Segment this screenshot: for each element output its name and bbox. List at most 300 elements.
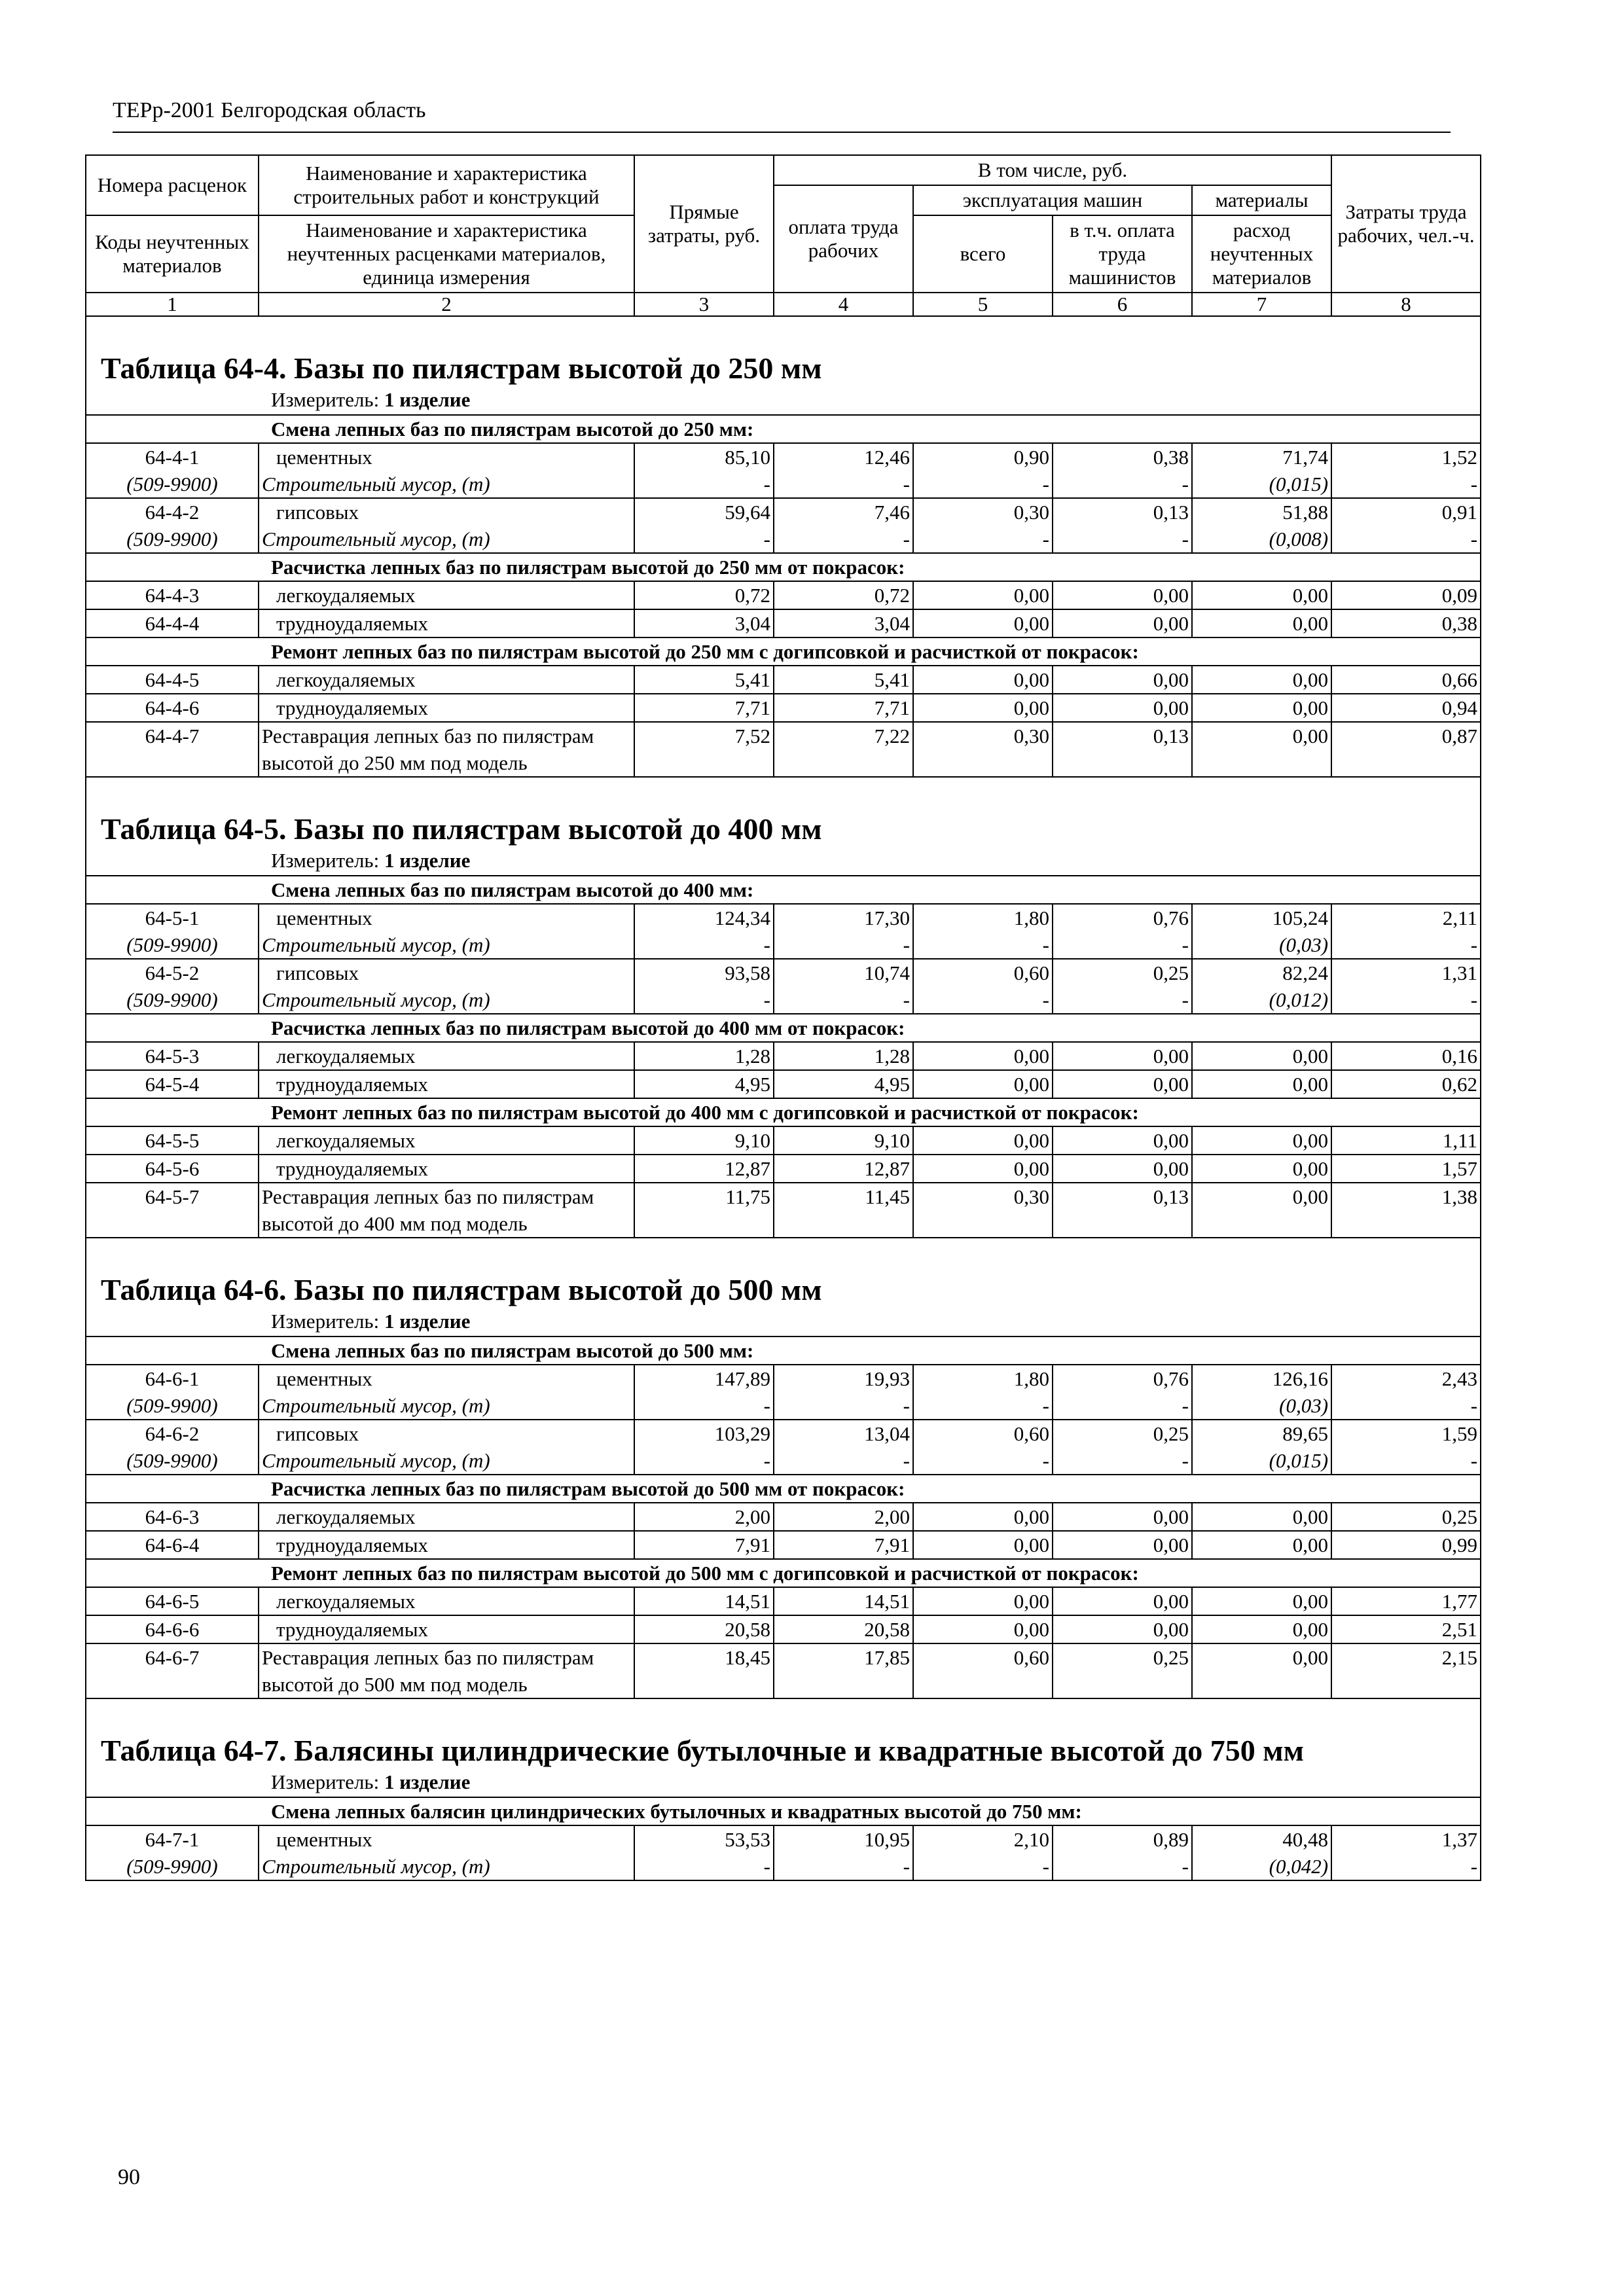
head-rate-numbers: Номера расценок	[86, 155, 259, 215]
head-material-codes: Коды неучтенных материалов	[86, 215, 259, 293]
rate-value: 89,65	[1192, 1420, 1331, 1447]
rate-code: 64-5-4	[86, 1070, 259, 1098]
material-row	[86, 526, 1481, 553]
rate-value: 0,00	[1053, 1042, 1192, 1070]
rate-value: 124,34	[634, 904, 774, 931]
rate-name: гипсовых	[259, 1420, 634, 1447]
rate-name: цементных	[259, 1825, 634, 1853]
rate-name: цементных	[259, 443, 634, 471]
material-value: -	[1053, 986, 1192, 1014]
rate-value: 0,25	[1053, 1643, 1192, 1698]
measure-label: Измеритель:	[271, 1310, 380, 1333]
material-name: Строительный мусор, (т)	[259, 526, 634, 553]
rate-value: 0,00	[1053, 1155, 1192, 1183]
material-value: -	[774, 1447, 913, 1475]
rate-value: 3,04	[774, 609, 913, 637]
rate-code: 64-6-5	[86, 1587, 259, 1615]
rate-value: 0,00	[913, 609, 1053, 637]
measure-cell	[86, 1307, 1481, 1336]
material-name: Строительный мусор, (т)	[259, 986, 634, 1014]
column-numbers-row	[86, 293, 1481, 316]
material-value: -	[1331, 931, 1481, 959]
rate-value: 0,00	[1192, 1531, 1331, 1559]
rate-value: 10,74	[774, 959, 913, 986]
material-value: -	[1331, 1447, 1481, 1475]
rate-row	[86, 1825, 1481, 1853]
head-materials: материалы	[1192, 185, 1331, 215]
rate-code: 64-5-7	[86, 1183, 259, 1238]
rate-value: 0,00	[1053, 1070, 1192, 1098]
material-value: -	[1053, 1853, 1192, 1880]
rate-value: 0,00	[1192, 581, 1331, 609]
column-number: 3	[634, 293, 774, 316]
rate-value: 11,45	[774, 1183, 913, 1238]
material-value: -	[634, 526, 774, 553]
header-rule	[113, 132, 1451, 133]
rate-value: 7,46	[774, 498, 913, 526]
rate-value: 7,71	[774, 694, 913, 722]
material-value: -	[913, 1392, 1053, 1420]
rate-name: Реставрация лепных баз по пилястрам высотой до 250 мм под модель	[259, 722, 634, 777]
measure-unit: 1 изделие	[384, 849, 471, 872]
rate-row	[86, 1365, 1481, 1392]
rate-value: 0,72	[774, 581, 913, 609]
rate-value: 126,16	[1192, 1365, 1331, 1392]
material-code: (509-9900)	[86, 986, 259, 1014]
rate-row	[86, 666, 1481, 694]
section-heading-row	[86, 553, 1481, 581]
rate-code: 64-4-7	[86, 722, 259, 777]
rate-code: 64-4-4	[86, 609, 259, 637]
material-name: Строительный мусор, (т)	[259, 931, 634, 959]
rate-value: 1,52	[1331, 443, 1481, 471]
rate-value: 0,87	[1331, 722, 1481, 777]
rate-value: 0,25	[1053, 959, 1192, 986]
rate-name: трудноудаляемых	[259, 1155, 634, 1183]
table-title-cell	[86, 777, 1481, 846]
section-heading: Расчистка лепных баз по пилястрам высотой до 250 мм от покрасок:	[86, 553, 1481, 581]
rate-value: 12,46	[774, 443, 913, 471]
rate-value: 0,09	[1331, 581, 1481, 609]
rate-value: 2,00	[634, 1503, 774, 1531]
rate-row	[86, 1183, 1481, 1238]
rate-value: 0,00	[913, 1615, 1053, 1643]
rate-code: 64-5-6	[86, 1155, 259, 1183]
head-machine-operation: эксплуатация машин	[913, 185, 1192, 215]
rate-value: 1,80	[913, 904, 1053, 931]
rate-value: 59,64	[634, 498, 774, 526]
material-name: Строительный мусор, (т)	[259, 1853, 634, 1880]
rate-value: 1,57	[1331, 1155, 1481, 1183]
rate-value: 20,58	[774, 1615, 913, 1643]
rate-value: 0,00	[1053, 694, 1192, 722]
head-labor-costs: Затраты труда рабочих, чел.-ч.	[1331, 155, 1481, 293]
material-row	[86, 1392, 1481, 1420]
measure-row	[86, 1307, 1481, 1336]
material-value: -	[1331, 986, 1481, 1014]
material-value: -	[634, 986, 774, 1014]
rate-value: 0,72	[634, 581, 774, 609]
rate-value: 2,15	[1331, 1643, 1481, 1698]
rate-value: 9,10	[774, 1126, 913, 1155]
head-direct-costs: Прямые затраты, руб.	[634, 155, 774, 293]
rate-value: 0,00	[913, 581, 1053, 609]
material-value: -	[913, 1853, 1053, 1880]
head-material-names: Наименование и характеристика неучтенных расценками материалов, единица измерения	[259, 215, 634, 293]
table-title-cell	[86, 316, 1481, 386]
rate-value: 0,00	[913, 1531, 1053, 1559]
rate-value: 0,76	[1053, 904, 1192, 931]
rate-value: 1,28	[774, 1042, 913, 1070]
rate-row	[86, 1643, 1481, 1698]
rate-value: 0,00	[1192, 1503, 1331, 1531]
rate-value: 0,38	[1331, 609, 1481, 637]
rate-code: 64-4-1	[86, 443, 259, 471]
material-value: (0,03)	[1192, 1392, 1331, 1420]
material-row	[86, 1447, 1481, 1475]
rate-value: 71,74	[1192, 443, 1331, 471]
material-value: -	[913, 931, 1053, 959]
material-value: -	[1331, 1392, 1481, 1420]
rate-value: 0,00	[913, 1042, 1053, 1070]
rate-code: 64-6-1	[86, 1365, 259, 1392]
material-name: Строительный мусор, (т)	[259, 471, 634, 498]
rate-value: 0,00	[1053, 609, 1192, 637]
rate-code: 64-6-3	[86, 1503, 259, 1531]
rate-value: 85,10	[634, 443, 774, 471]
rate-name: легкоудаляемых	[259, 1503, 634, 1531]
section-heading: Смена лепных баз по пилястрам высотой до 250 мм:	[86, 415, 1481, 443]
measure-cell	[86, 386, 1481, 415]
rate-value: 0,00	[1192, 666, 1331, 694]
section-heading-row	[86, 1475, 1481, 1503]
rate-name: трудноудаляемых	[259, 1070, 634, 1098]
rate-value: 2,00	[774, 1503, 913, 1531]
rate-value: 4,95	[634, 1070, 774, 1098]
rate-value: 0,13	[1053, 722, 1192, 777]
rate-row	[86, 498, 1481, 526]
rate-row	[86, 904, 1481, 931]
rate-value: 0,60	[913, 959, 1053, 986]
rate-value: 7,52	[634, 722, 774, 777]
rate-value: 0,66	[1331, 666, 1481, 694]
rate-code: 64-5-1	[86, 904, 259, 931]
rate-value: 0,00	[1192, 1643, 1331, 1698]
material-name: Строительный мусор, (т)	[259, 1447, 634, 1475]
rate-code: 64-4-6	[86, 694, 259, 722]
rate-value: 105,24	[1192, 904, 1331, 931]
rate-value: 12,87	[634, 1155, 774, 1183]
rate-value: 0,00	[1192, 722, 1331, 777]
rate-name: трудноудаляемых	[259, 1615, 634, 1643]
measure-unit: 1 изделие	[384, 388, 471, 411]
section-heading-row	[86, 637, 1481, 666]
rate-code: 64-6-4	[86, 1531, 259, 1559]
rate-value: 0,00	[913, 694, 1053, 722]
material-code: (509-9900)	[86, 471, 259, 498]
rate-value: 0,91	[1331, 498, 1481, 526]
rate-value: 1,77	[1331, 1587, 1481, 1615]
material-value: -	[634, 471, 774, 498]
rate-value: 0,30	[913, 722, 1053, 777]
column-number: 4	[774, 293, 913, 316]
rate-value: 0,00	[1053, 1615, 1192, 1643]
material-value: -	[1053, 931, 1192, 959]
rate-name: Реставрация лепных баз по пилястрам высотой до 400 мм под модель	[259, 1183, 634, 1238]
rate-value: 0,00	[1192, 1070, 1331, 1098]
material-value: -	[774, 986, 913, 1014]
rate-value: 0,38	[1053, 443, 1192, 471]
rate-value: 17,85	[774, 1643, 913, 1698]
rate-value: 2,51	[1331, 1615, 1481, 1643]
rate-value: 2,11	[1331, 904, 1481, 931]
rate-row	[86, 722, 1481, 777]
measure-label: Измеритель:	[271, 388, 380, 411]
rate-value: 0,90	[913, 443, 1053, 471]
material-code: (509-9900)	[86, 1392, 259, 1420]
material-value: -	[774, 1853, 913, 1880]
material-value: (0,042)	[1192, 1853, 1331, 1880]
rate-value: 0,00	[1192, 1155, 1331, 1183]
rate-name: Реставрация лепных баз по пилястрам высотой до 500 мм под модель	[259, 1643, 634, 1698]
rate-value: 0,00	[1192, 1042, 1331, 1070]
rate-row	[86, 609, 1481, 637]
table-title-row	[86, 316, 1481, 386]
rate-name: легкоудаляемых	[259, 1587, 634, 1615]
table-title-row	[86, 777, 1481, 846]
rate-row	[86, 443, 1481, 471]
rate-value: 0,13	[1053, 498, 1192, 526]
material-row	[86, 471, 1481, 498]
rate-value: 0,00	[1192, 694, 1331, 722]
rate-row	[86, 959, 1481, 986]
section-heading-row	[86, 1797, 1481, 1825]
material-value: -	[634, 931, 774, 959]
rate-value: 1,80	[913, 1365, 1053, 1392]
measure-row	[86, 1768, 1481, 1797]
rate-name: цементных	[259, 904, 634, 931]
column-number: 1	[86, 293, 259, 316]
material-value: -	[1331, 1853, 1481, 1880]
rate-value: 0,30	[913, 498, 1053, 526]
rate-name: гипсовых	[259, 498, 634, 526]
material-row	[86, 986, 1481, 1014]
material-value: -	[1053, 1392, 1192, 1420]
material-value: -	[634, 1447, 774, 1475]
material-value: -	[634, 1853, 774, 1880]
rate-value: 1,28	[634, 1042, 774, 1070]
material-value: -	[1331, 471, 1481, 498]
rate-row	[86, 1615, 1481, 1643]
rate-name: трудноудаляемых	[259, 609, 634, 637]
rate-code: 64-4-3	[86, 581, 259, 609]
rate-name: гипсовых	[259, 959, 634, 986]
running-header: ТЕРр-2001 Белгородская область	[113, 98, 426, 122]
rate-name: трудноудаляемых	[259, 694, 634, 722]
rate-code: 64-5-3	[86, 1042, 259, 1070]
rate-value: 0,25	[1331, 1503, 1481, 1531]
rate-value: 10,95	[774, 1825, 913, 1853]
rate-code: 64-6-2	[86, 1420, 259, 1447]
section-heading-row	[86, 1098, 1481, 1126]
material-value: -	[774, 471, 913, 498]
section-heading: Расчистка лепных баз по пилястрам высотой до 500 мм от покрасок:	[86, 1475, 1481, 1503]
rate-name: легкоудаляемых	[259, 1126, 634, 1155]
rate-row	[86, 1531, 1481, 1559]
rate-value: 2,43	[1331, 1365, 1481, 1392]
rates-sheet	[85, 154, 1480, 1881]
rate-value: 0,00	[1192, 1183, 1331, 1238]
material-value: (0,008)	[1192, 526, 1331, 553]
rate-value: 0,00	[1192, 1615, 1331, 1643]
table-body	[86, 316, 1481, 1880]
material-value: -	[913, 986, 1053, 1014]
measure-cell	[86, 846, 1481, 876]
measure-unit: 1 изделие	[384, 1310, 471, 1333]
measure-cell	[86, 1768, 1481, 1797]
material-value: -	[774, 1392, 913, 1420]
table-title: Таблица 64-6. Базы по пилястрам высотой до 500 мм	[101, 1273, 822, 1306]
material-name: Строительный мусор, (т)	[259, 1392, 634, 1420]
rate-value: 5,41	[634, 666, 774, 694]
rate-value: 18,45	[634, 1643, 774, 1698]
material-row	[86, 931, 1481, 959]
section-heading-row	[86, 1014, 1481, 1042]
section-heading: Ремонт лепных баз по пилястрам высотой до 400 мм с догипсовкой и расчисткой от покрасок:	[86, 1098, 1481, 1126]
material-value: (0,015)	[1192, 471, 1331, 498]
rate-value: 14,51	[774, 1587, 913, 1615]
rate-value: 40,48	[1192, 1825, 1331, 1853]
rates-table	[85, 154, 1481, 1881]
rate-row	[86, 1503, 1481, 1531]
rate-row	[86, 694, 1481, 722]
rate-value: 0,00	[1053, 1531, 1192, 1559]
rate-value: 82,24	[1192, 959, 1331, 986]
rate-value: 7,91	[634, 1531, 774, 1559]
rate-name: легкоудаляемых	[259, 581, 634, 609]
rate-value: 0,00	[913, 1503, 1053, 1531]
rate-code: 64-4-5	[86, 666, 259, 694]
material-value: -	[634, 1392, 774, 1420]
rate-value: 0,76	[1053, 1365, 1192, 1392]
rate-name: цементных	[259, 1365, 634, 1392]
material-value: -	[913, 471, 1053, 498]
rate-value: 0,89	[1053, 1825, 1192, 1853]
rate-value: 1,11	[1331, 1126, 1481, 1155]
head-work-name: Наименование и характеристика строительных работ и конструкций	[259, 155, 634, 215]
rate-code: 64-5-5	[86, 1126, 259, 1155]
material-value: -	[913, 1447, 1053, 1475]
rate-row	[86, 1155, 1481, 1183]
column-number: 2	[259, 293, 634, 316]
table-title-cell	[86, 1238, 1481, 1307]
table-title: Таблица 64-7. Балясины цилиндрические бутылочные и квадратные высотой до 750 мм	[101, 1734, 1304, 1767]
rate-value: 0,60	[913, 1643, 1053, 1698]
rate-row	[86, 1126, 1481, 1155]
head-including: В том числе, руб.	[774, 155, 1331, 185]
rate-row	[86, 1420, 1481, 1447]
rate-value: 0,30	[913, 1183, 1053, 1238]
material-code: (509-9900)	[86, 1853, 259, 1880]
material-code: (509-9900)	[86, 931, 259, 959]
measure-row	[86, 846, 1481, 876]
material-value: -	[1053, 526, 1192, 553]
rate-value: 1,59	[1331, 1420, 1481, 1447]
rate-value: 0,00	[1053, 581, 1192, 609]
rate-value: 0,99	[1331, 1531, 1481, 1559]
rate-value: 0,25	[1053, 1420, 1192, 1447]
head-machines-total: всего	[913, 215, 1053, 293]
rate-value: 2,10	[913, 1825, 1053, 1853]
rate-name: трудноудаляемых	[259, 1531, 634, 1559]
table-head	[86, 155, 1481, 316]
section-heading: Смена лепных баз по пилястрам высотой до 400 мм:	[86, 876, 1481, 904]
rate-value: 3,04	[634, 609, 774, 637]
section-heading: Смена лепных балясин цилиндрических бутылочных и квадратных высотой до 750 мм:	[86, 1797, 1481, 1825]
rate-value: 1,37	[1331, 1825, 1481, 1853]
rate-row	[86, 1042, 1481, 1070]
section-heading: Расчистка лепных баз по пилястрам высотой до 400 мм от покрасок:	[86, 1014, 1481, 1042]
rate-row	[86, 1587, 1481, 1615]
rate-value: 20,58	[634, 1615, 774, 1643]
material-code: (509-9900)	[86, 1447, 259, 1475]
material-value: -	[774, 526, 913, 553]
rate-code: 64-6-6	[86, 1615, 259, 1643]
rate-value: 0,16	[1331, 1042, 1481, 1070]
rate-value: 17,30	[774, 904, 913, 931]
section-heading-row	[86, 876, 1481, 904]
rate-code: 64-5-2	[86, 959, 259, 986]
rate-value: 7,22	[774, 722, 913, 777]
material-value: -	[1053, 471, 1192, 498]
rate-value: 147,89	[634, 1365, 774, 1392]
table-title: Таблица 64-4. Базы по пилястрам высотой до 250 мм	[101, 351, 822, 385]
rate-value: 9,10	[634, 1126, 774, 1155]
section-heading-row	[86, 1559, 1481, 1587]
rate-value: 0,00	[913, 1070, 1053, 1098]
head-machinist-pay: в т.ч. оплата труда машинистов	[1053, 215, 1192, 293]
rate-code: 64-7-1	[86, 1825, 259, 1853]
material-value: (0,03)	[1192, 931, 1331, 959]
material-value: -	[1053, 1447, 1192, 1475]
rate-code: 64-4-2	[86, 498, 259, 526]
rate-row	[86, 581, 1481, 609]
column-number: 6	[1053, 293, 1192, 316]
table-title-row	[86, 1238, 1481, 1307]
material-value: -	[1331, 526, 1481, 553]
rate-value: 1,38	[1331, 1183, 1481, 1238]
rate-value: 0,00	[913, 1126, 1053, 1155]
section-heading-row	[86, 415, 1481, 443]
rate-value: 53,53	[634, 1825, 774, 1853]
table-title-row	[86, 1698, 1481, 1768]
column-number: 7	[1192, 293, 1331, 316]
material-value: -	[774, 931, 913, 959]
rate-value: 19,93	[774, 1365, 913, 1392]
rate-row	[86, 1070, 1481, 1098]
material-value: (0,015)	[1192, 1447, 1331, 1475]
page-number: 90	[118, 2165, 140, 2189]
rate-value: 0,00	[913, 1155, 1053, 1183]
material-value: (0,012)	[1192, 986, 1331, 1014]
section-heading: Смена лепных баз по пилястрам высотой до 500 мм:	[86, 1336, 1481, 1365]
rate-value: 0,00	[1053, 666, 1192, 694]
rate-value: 0,00	[1053, 1503, 1192, 1531]
rate-value: 0,00	[1192, 609, 1331, 637]
material-code: (509-9900)	[86, 526, 259, 553]
head-worker-pay: оплата труда рабочих	[774, 185, 913, 293]
material-row	[86, 1853, 1481, 1880]
